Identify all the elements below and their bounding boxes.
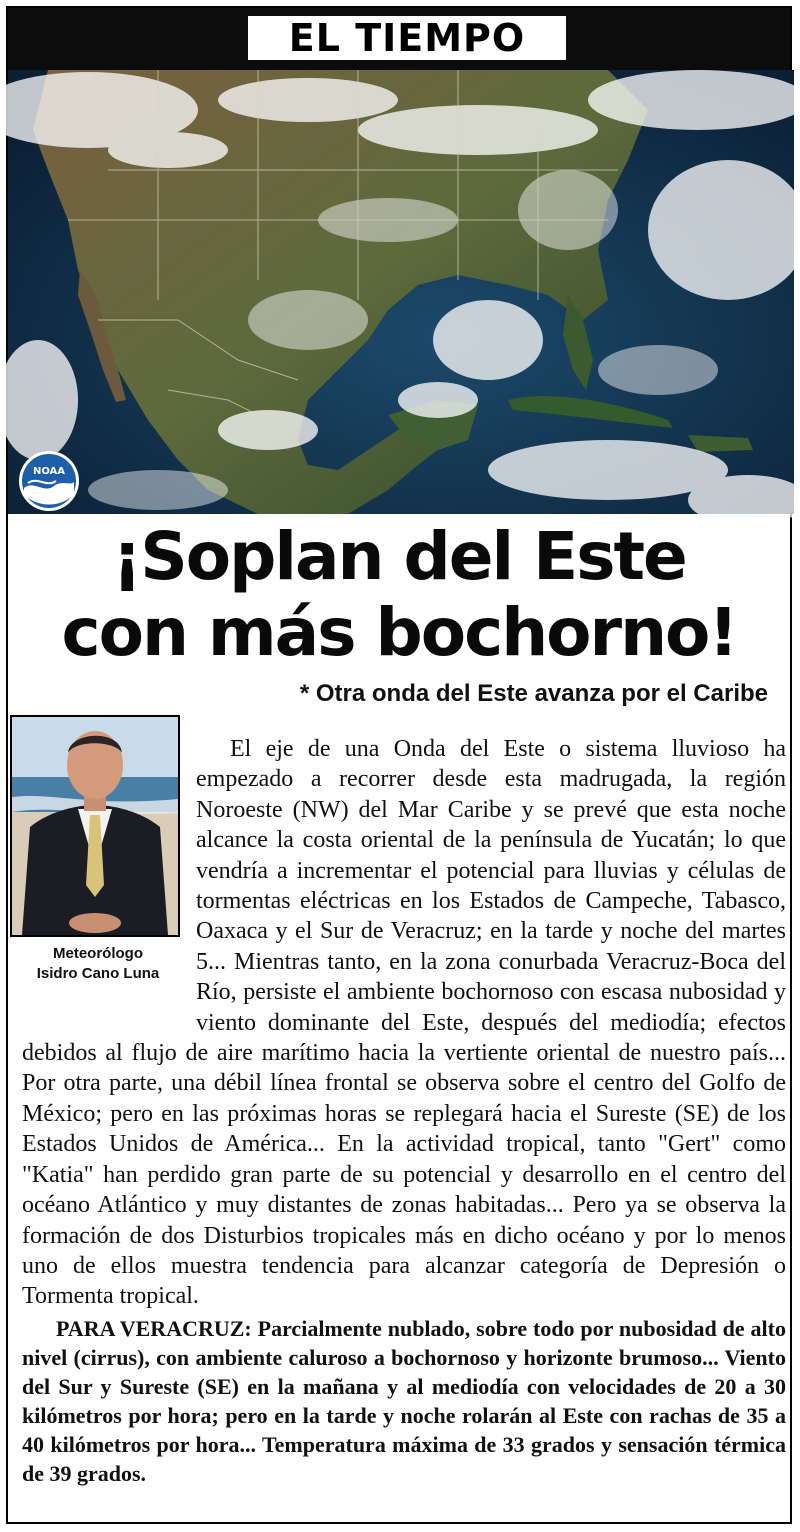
svg-text:NOAA: NOAA <box>32 466 66 477</box>
caption-name: Isidro Cano Luna <box>36 965 160 982</box>
headline-line-2: con más bochorno! <box>61 594 737 671</box>
subheadline: * Otra onda del Este avanza por el Caribe <box>299 680 768 707</box>
caption-title: Meteorólogo <box>53 945 143 962</box>
image-credit: NOAA STAR <box>26 516 81 526</box>
article-body <box>22 734 786 1488</box>
satellite-image <box>8 70 790 526</box>
section-title: EL TIEMPO <box>248 16 566 60</box>
article-paragraph-forecast: PARA VERACRUZ: Parcialmente nublado, sobre todo por nubosidad de alto nivel (cirrus), con ambiente caluroso a bochornoso y horizonte brumoso... Viento del Sur y Sureste (SE) en la mañana y al mediodía con velocidades de 20 a 30 kilómetros por hora; pero en la tarde y noche rolarán al Este con rachas de 35 a 40 kilómetros por hora... Temperatura máxima de 33 grados y sensación térmica de 39 grados. <box>22 1315 786 1486</box>
photo-wrap-spacer <box>22 734 196 1009</box>
headline-line-1: ¡Soplan del Este <box>112 518 686 595</box>
masthead <box>8 8 790 70</box>
article-paragraph-1: El eje de una Onda del Este o sistema lluvioso ha empezado a recorrer desde esta madrugada, la región Noroeste (NW) del Mar Caribe y se prevé que esta noche alcance la costa oriental de la península de Yucatán; lo que vendría a incrementar el potencial para lluvias y células de tormentas eléctricas en los Estados de Campeche, Tabasco, Oaxaca y el Sur de Veracruz; en la tarde y noche del martes 5... Mientras tanto, en la zona conurbada Veracruz-Boca del Río, persiste el ambiente bochornoso con escasa nubosidad y viento dominante del Este, después del mediodía; efectos debidos al flujo de aire marítimo hacia la vertiente oriental de nuestro país... Por otra parte, una débil línea frontal se observa sobre el centro del Golfo de México; pero en las próximas horas se replegará hacia el Sureste (SE) de los Estados Unidos de América... En la actividad tropical, tanto "Gert" como "Katia" han perdido gran parte de su potencial y desarrollo en el centro del océano Atlántico y muy distantes de zonas habitadas... Pero ya se observa la formación de dos Disturbios tropicales más en dicho océano y por lo menos uno de ellos muestra tendencia para alcanzar categoría de Depresión o Tormenta tropical. <box>22 736 786 1310</box>
noaa-logo <box>18 450 80 512</box>
weather-page <box>6 6 792 1524</box>
